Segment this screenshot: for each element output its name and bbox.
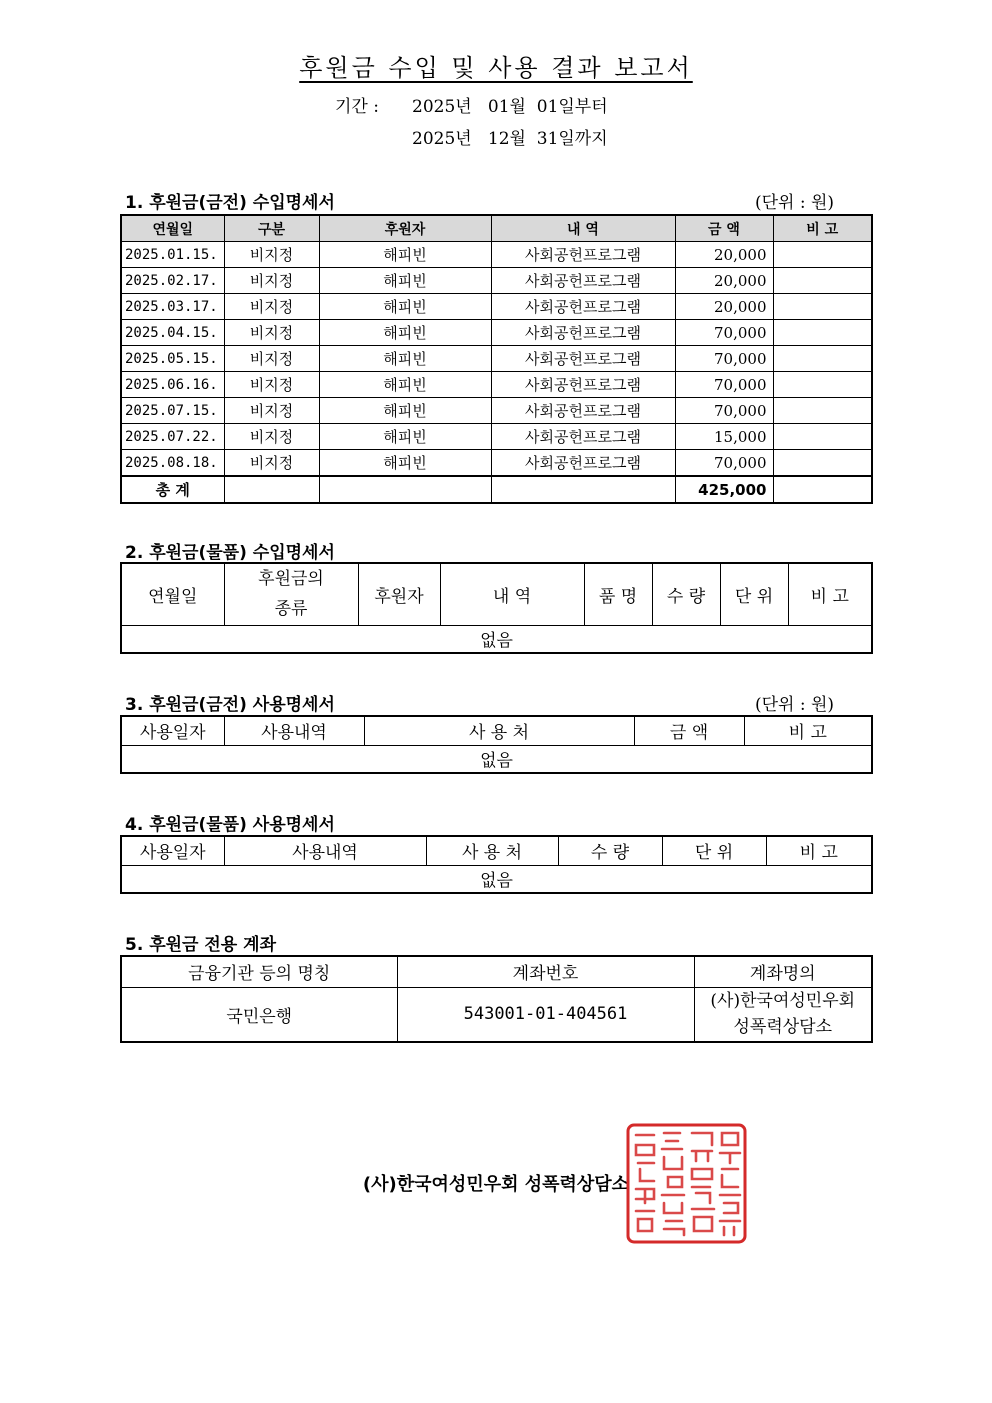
table-row [121, 398, 872, 424]
donor-cell: 해피빈 [319, 424, 491, 450]
account-holder: (사)한국여성민우회 성폭력상담소 [694, 987, 872, 1042]
amount-cell: 70,000 [675, 372, 773, 398]
description-cell: 사회공헌프로그램 [491, 346, 675, 372]
col-header: 연월일 [121, 563, 224, 625]
col-header: 사용내역 [224, 716, 364, 745]
table-header-row [121, 716, 872, 745]
note-cell [773, 268, 872, 294]
account-row [121, 987, 872, 1042]
donor-cell: 해피빈 [319, 372, 491, 398]
type-cell: 비지정 [224, 346, 319, 372]
col-header: 계좌번호 [397, 956, 694, 987]
cash-usage-table [120, 715, 873, 774]
note-cell [773, 372, 872, 398]
date-cell: 2025.06.16. [121, 372, 224, 398]
col-header: 사용일자 [121, 716, 224, 745]
col-header: 비 고 [744, 716, 872, 745]
donor-cell: 해피빈 [319, 398, 491, 424]
description-cell: 사회공헌프로그램 [491, 294, 675, 320]
description-cell: 사회공헌프로그램 [491, 268, 675, 294]
col-header: 비 고 [773, 215, 872, 242]
table-row [121, 268, 872, 294]
account-table [120, 955, 873, 1043]
note-cell [773, 346, 872, 372]
table-row [121, 346, 872, 372]
col-header: 내 역 [440, 563, 584, 625]
table-row [121, 424, 872, 450]
cash-income-table [120, 214, 873, 504]
table-header-row [121, 956, 872, 987]
amount-cell: 70,000 [675, 346, 773, 372]
date-cell: 2025.04.15. [121, 320, 224, 346]
donor-cell: 해피빈 [319, 320, 491, 346]
amount-cell: 20,000 [675, 242, 773, 268]
type-cell: 비지정 [224, 320, 319, 346]
table-row [121, 242, 872, 268]
date-cell: 2025.07.22. [121, 424, 224, 450]
note-cell [773, 320, 872, 346]
amount-cell: 20,000 [675, 294, 773, 320]
description-cell: 사회공헌프로그램 [491, 242, 675, 268]
col-header: 금 액 [675, 215, 773, 242]
donor-cell: 해피빈 [319, 450, 491, 477]
col-header: 사 용 처 [426, 836, 558, 865]
goods-income-table [120, 562, 873, 654]
col-header: 연월일 [121, 215, 224, 242]
type-cell: 비지정 [224, 242, 319, 268]
type-cell: 비지정 [224, 372, 319, 398]
type-cell: 비지정 [224, 424, 319, 450]
date-cell: 2025.07.15. [121, 398, 224, 424]
empty-label: 없음 [121, 625, 872, 653]
section5-heading: 5. 후원금 전용 계좌 [125, 935, 276, 955]
type-cell: 비지정 [224, 450, 319, 477]
organization-name: (사)한국여성민우회 성폭력상담소 [362, 1174, 630, 1195]
col-header: 계좌명의 [694, 956, 872, 987]
col-header: 사 용 처 [364, 716, 634, 745]
table-row [121, 372, 872, 398]
amount-cell: 70,000 [675, 398, 773, 424]
description-cell: 사회공헌프로그램 [491, 398, 675, 424]
date-cell: 2025.05.15. [121, 346, 224, 372]
section3-unit: (단위 : 원) [755, 695, 835, 715]
col-header: 수 량 [652, 563, 720, 625]
date-cell: 2025.02.17. [121, 268, 224, 294]
amount-cell: 70,000 [675, 450, 773, 477]
description-cell: 사회공헌프로그램 [491, 372, 675, 398]
type-cell: 비지정 [224, 398, 319, 424]
col-header: 구분 [224, 215, 319, 242]
col-header: 후원금의 종류 [224, 563, 358, 625]
table-row [121, 320, 872, 346]
type-cell: 비지정 [224, 294, 319, 320]
col-header: 단 위 [662, 836, 766, 865]
table-header-row [121, 215, 872, 242]
note-cell [773, 398, 872, 424]
empty-row [121, 625, 872, 653]
description-cell: 사회공헌프로그램 [491, 450, 675, 477]
col-header: 후원자 [319, 215, 491, 242]
total-amount: 425,000 [675, 476, 773, 503]
period-label: 기간 : [335, 97, 379, 117]
donor-cell: 해피빈 [319, 242, 491, 268]
col-header: 단 위 [720, 563, 788, 625]
period-from: 2025년 01월 01일부터 [412, 97, 608, 117]
empty-label: 없음 [121, 745, 872, 773]
empty-row [121, 745, 872, 773]
date-cell: 2025.03.17. [121, 294, 224, 320]
amount-cell: 20,000 [675, 268, 773, 294]
col-header: 비 고 [766, 836, 872, 865]
donor-cell: 해피빈 [319, 268, 491, 294]
col-header: 금 액 [634, 716, 744, 745]
table-row [121, 294, 872, 320]
description-cell: 사회공헌프로그램 [491, 320, 675, 346]
document-title: 후원금 수입 및 사용 결과 보고서 [299, 54, 693, 82]
col-header: 내 역 [491, 215, 675, 242]
col-header: 수 량 [558, 836, 662, 865]
table-header-row [121, 836, 872, 865]
table-header-row [121, 563, 872, 625]
col-header: 사용일자 [121, 836, 224, 865]
date-cell: 2025.01.15. [121, 242, 224, 268]
description-cell: 사회공헌프로그램 [491, 424, 675, 450]
period-to: 2025년 12월 31일까지 [412, 129, 608, 149]
amount-cell: 70,000 [675, 320, 773, 346]
section3-heading: 3. 후원금(금전) 사용명세서 [125, 695, 335, 715]
section2-heading: 2. 후원금(물품) 수입명세서 [125, 543, 335, 563]
note-cell [773, 294, 872, 320]
date-cell: 2025.08.18. [121, 450, 224, 477]
col-header: 금융기관 등의 명칭 [121, 956, 397, 987]
note-cell [773, 424, 872, 450]
amount-cell: 15,000 [675, 424, 773, 450]
empty-label: 없음 [121, 865, 872, 893]
type-cell: 비지정 [224, 268, 319, 294]
account-number: 543001-01-404561 [397, 987, 694, 1042]
note-cell [773, 242, 872, 268]
organization-seal-icon [626, 1123, 747, 1244]
table-row [121, 450, 872, 477]
total-label: 총 계 [121, 476, 224, 503]
section1-heading: 1. 후원금(금전) 수입명세서 [125, 193, 335, 213]
col-header: 후원자 [358, 563, 440, 625]
col-header: 품 명 [584, 563, 652, 625]
donor-cell: 해피빈 [319, 294, 491, 320]
bank-name: 국민은행 [121, 987, 397, 1042]
total-row [121, 476, 872, 503]
empty-row [121, 865, 872, 893]
col-header: 비 고 [788, 563, 872, 625]
section1-unit: (단위 : 원) [755, 193, 835, 213]
goods-usage-table [120, 835, 873, 894]
section4-heading: 4. 후원금(물품) 사용명세서 [125, 815, 335, 835]
donor-cell: 해피빈 [319, 346, 491, 372]
note-cell [773, 450, 872, 477]
col-header: 사용내역 [224, 836, 426, 865]
